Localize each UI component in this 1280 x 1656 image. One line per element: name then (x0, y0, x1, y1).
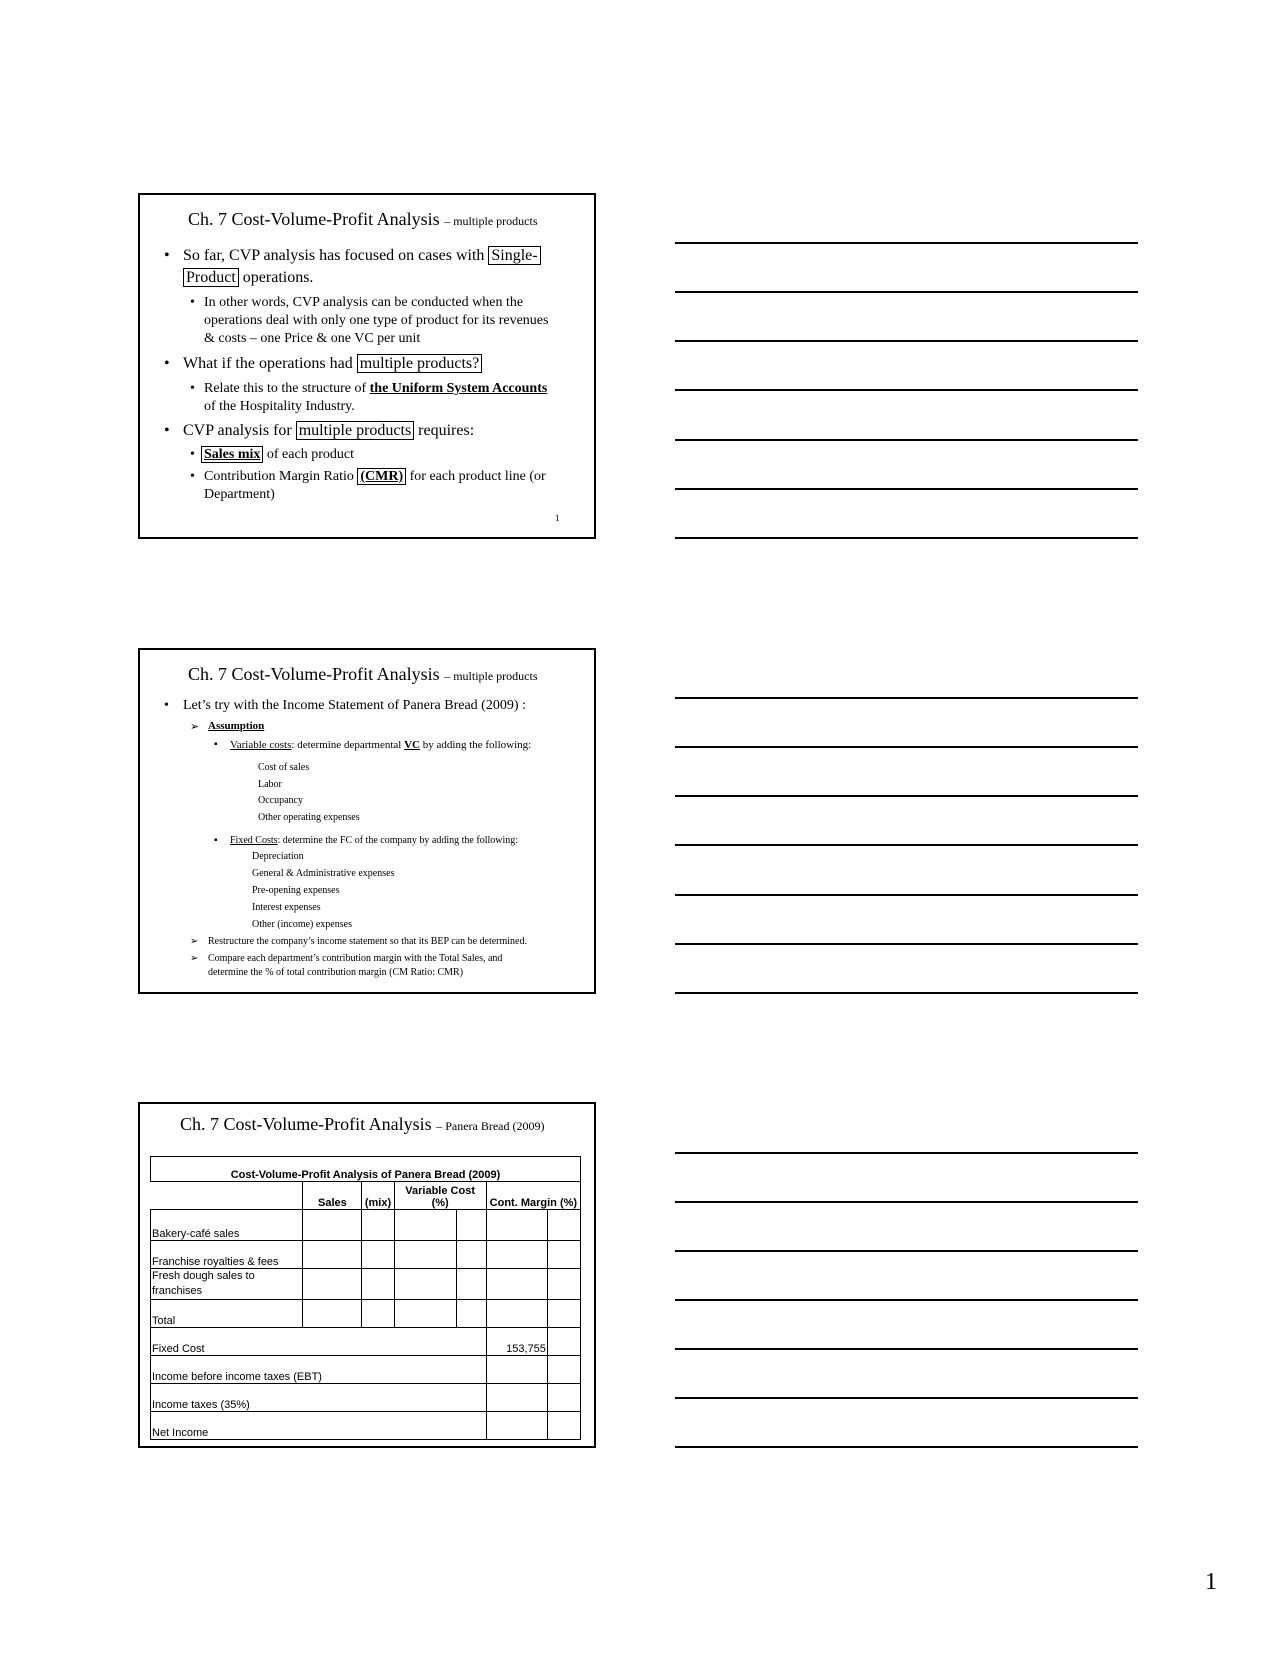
table-row (151, 1300, 581, 1328)
slide-title (180, 1114, 544, 1135)
table-row (151, 1384, 581, 1412)
empty-cell (151, 1182, 303, 1210)
notes-line (675, 1152, 1138, 1154)
vc-item: Labor (258, 779, 282, 790)
vc-text (230, 739, 531, 751)
notes-line (675, 943, 1138, 945)
row-label: Total (151, 1300, 303, 1328)
cell (394, 1300, 456, 1328)
cell (547, 1356, 580, 1384)
notes-line (675, 340, 1138, 342)
bullet-text (183, 247, 541, 265)
sub-bullet-text (204, 469, 546, 485)
notes-line (675, 992, 1138, 994)
cell (394, 1241, 456, 1269)
slide-title-text: Ch. 7 Cost-Volume-Profit Analysis (180, 1114, 432, 1134)
row-label: Net Income (151, 1412, 487, 1440)
bullet-text (183, 422, 474, 440)
fc-item: Pre-opening expenses (252, 885, 340, 896)
highlight-box: multiple products (296, 421, 414, 440)
notes-line (675, 1250, 1138, 1252)
table-row (151, 1241, 581, 1269)
slide-title-text: Ch. 7 Cost-Volume-Profit Analysis (188, 209, 440, 229)
cell (362, 1241, 394, 1269)
fc-item: Depreciation (252, 851, 304, 862)
table-caption: Cost-Volume-Profit Analysis of Panera Bread (2009) (151, 1157, 581, 1182)
notes-line (675, 844, 1138, 846)
bullet-text (183, 355, 482, 373)
sub-bullet-text: operations deal with only one type of product for its revenues (204, 313, 549, 328)
cell (362, 1269, 394, 1300)
text: CVP analysis for (183, 422, 296, 439)
sub-bullet-text (201, 447, 354, 463)
notes-line (675, 537, 1138, 539)
notes-line (675, 1446, 1138, 1448)
text-bold: VC (404, 739, 420, 751)
vc-item: Other operating expenses (258, 812, 360, 823)
sub-bullet-text: & costs – one Price & one VC per unit (204, 331, 421, 346)
square-bullet-icon: ▪ (214, 739, 218, 750)
text: for each product line (or (406, 469, 546, 484)
table-row (151, 1412, 581, 1440)
text: So far, CVP analysis has focused on cases with (183, 247, 489, 264)
header-mix: (mix) (362, 1182, 394, 1210)
cell (303, 1241, 362, 1269)
text: by adding the following: (420, 739, 532, 751)
notes-line (675, 242, 1138, 244)
slide-2 (138, 648, 596, 994)
square-bullet-icon: ▪ (214, 835, 218, 846)
cell (456, 1300, 486, 1328)
highlight-box: Single- (488, 246, 540, 265)
page-number: 1 (1205, 1569, 1217, 1595)
fc-item: Other (income) expenses (252, 919, 352, 930)
slide-subtitle: – multiple products (444, 214, 538, 228)
slide-title (188, 664, 538, 685)
bullet-icon: • (190, 469, 195, 484)
vc-item: Occupancy (258, 795, 303, 806)
cell (303, 1210, 362, 1241)
sub-bullet-text (204, 381, 547, 397)
row-label: Franchise royalties & fees (151, 1241, 303, 1269)
slide-subtitle: – Panera Bread (2009) (436, 1119, 545, 1133)
notes-line (675, 488, 1138, 490)
text-underline: Variable costs (230, 739, 292, 751)
slide-subtitle: – multiple products (444, 669, 538, 683)
notes-line (675, 795, 1138, 797)
notes-line (675, 894, 1138, 896)
notes-line (675, 1201, 1138, 1203)
notes-line (675, 291, 1138, 293)
row-label: Income before income taxes (EBT) (151, 1356, 487, 1384)
highlight-box: (CMR) (357, 468, 406, 485)
cell (547, 1412, 580, 1440)
cvp-table (150, 1156, 581, 1440)
compare-text: determine the % of total contribution margin (CM Ratio: CMR) (208, 967, 464, 978)
highlight-box: Sales mix (201, 446, 263, 463)
cell (547, 1269, 580, 1300)
row-label: Income taxes (35%) (151, 1384, 487, 1412)
header-cont-margin: Cont. Margin (%) (486, 1182, 580, 1210)
slide-title-text: Ch. 7 Cost-Volume-Profit Analysis (188, 664, 440, 684)
notes-line (675, 746, 1138, 748)
sub-bullet-text: Department) (204, 487, 275, 502)
cell (486, 1300, 547, 1328)
cell (547, 1241, 580, 1269)
fixed-cost-value: 153,755 (486, 1328, 547, 1356)
vc-item: Cost of sales (258, 762, 310, 773)
text: Contribution Margin Ratio (204, 469, 358, 484)
table-row (151, 1356, 581, 1384)
highlight-box: Product (183, 268, 239, 287)
table-row (151, 1210, 581, 1241)
assumption-heading: Assumption (208, 720, 265, 732)
cell (486, 1269, 547, 1300)
cell (486, 1356, 547, 1384)
cell (362, 1210, 394, 1241)
text: requires: (414, 422, 475, 439)
row-label: Fresh dough sales to franchises (151, 1269, 303, 1300)
header-sales: Sales (303, 1182, 362, 1210)
notes-line (675, 1348, 1138, 1350)
cell (456, 1269, 486, 1300)
text-underline: Fixed Costs (230, 835, 278, 846)
text: What if the operations had (183, 355, 357, 372)
cell (394, 1210, 456, 1241)
cell (394, 1269, 456, 1300)
cell (486, 1210, 547, 1241)
arrow-bullet-icon: ➢ (190, 721, 200, 733)
bullet-icon: • (164, 247, 170, 264)
cell (303, 1300, 362, 1328)
compare-text: Compare each department’s contribution margin with the Total Sales, and (208, 953, 503, 964)
highlight-box: multiple products? (357, 354, 483, 373)
row-label: Bakery-café sales (151, 1210, 303, 1241)
text: operations. (238, 269, 314, 286)
table-row (151, 1328, 581, 1356)
cell (547, 1328, 580, 1356)
text: : determine the FC of the company by adding the following: (277, 835, 519, 846)
text-bold: the Uniform System Accounts (369, 381, 548, 396)
cell (486, 1384, 547, 1412)
cell (547, 1210, 580, 1241)
text: : determine departmental (291, 739, 405, 751)
slide-page-number: 1 (555, 513, 560, 523)
cell (303, 1269, 362, 1300)
slide-1 (138, 193, 596, 539)
bullet-icon: • (164, 698, 169, 713)
row-label: Fixed Cost (151, 1328, 487, 1356)
slide-title (188, 209, 538, 230)
text: Relate this to the structure of (204, 381, 370, 396)
fc-item: Interest expenses (252, 902, 321, 913)
bullet-text: Let’s try with the Income Statement of Panera Bread (2009) : (183, 698, 526, 713)
fc-item: General & Administrative expenses (252, 868, 395, 879)
bullet-icon: • (164, 355, 170, 372)
notes-line (675, 1299, 1138, 1301)
notes-line (675, 439, 1138, 441)
fc-text (230, 835, 518, 846)
arrow-bullet-icon: ➢ (190, 953, 199, 964)
restructure-text: Restructure the company’s income statement so that its BEP can be determined. (208, 936, 527, 947)
table-row (151, 1269, 581, 1300)
cell (362, 1300, 394, 1328)
notes-line (675, 1397, 1138, 1399)
bullet-icon: • (190, 447, 195, 462)
cell (547, 1384, 580, 1412)
cell (486, 1241, 547, 1269)
sub-bullet-text: of the Hospitality Industry. (204, 399, 355, 414)
bullet-icon: • (190, 295, 195, 310)
bullet-icon: • (190, 381, 195, 396)
cell (456, 1241, 486, 1269)
header-variable-cost: Variable Cost (%) (394, 1182, 486, 1210)
notes-line (675, 697, 1138, 699)
arrow-bullet-icon: ➢ (190, 936, 199, 947)
bullet-icon: • (164, 422, 170, 439)
sub-bullet-text: In other words, CVP analysis can be conducted when the (204, 295, 524, 310)
slide-3 (138, 1102, 596, 1448)
bullet-text (183, 269, 313, 287)
cell (456, 1210, 486, 1241)
notes-line (675, 389, 1138, 391)
cell (486, 1412, 547, 1440)
cell (547, 1300, 580, 1328)
text: of each product (263, 447, 354, 462)
